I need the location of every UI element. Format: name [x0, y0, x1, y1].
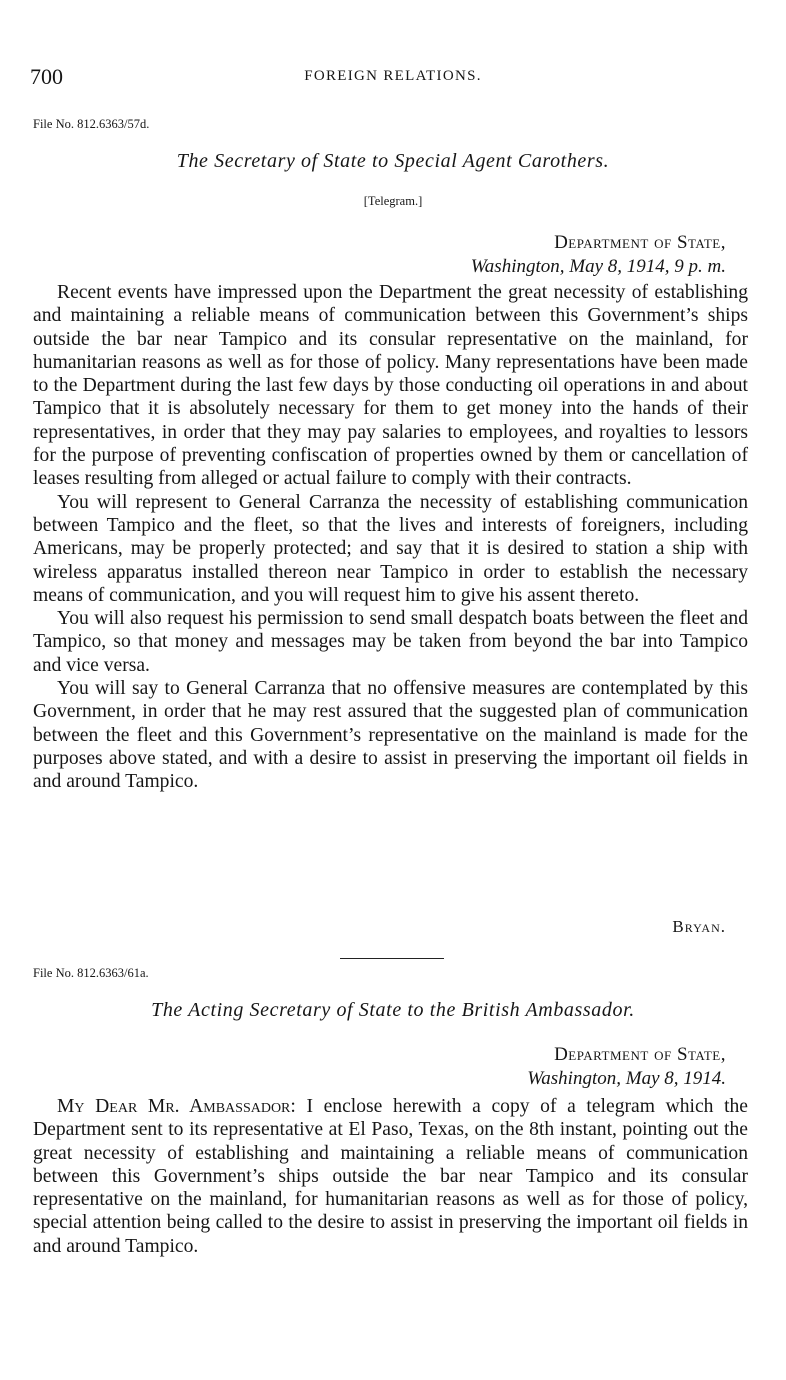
telegram-note: [Telegram.] — [363, 194, 423, 208]
running-header — [30, 64, 756, 92]
salutation: My Dear Mr. Ambassador: — [57, 1096, 296, 1117]
date-line-1: Washington, May 8, 1914, 9 p. m. — [470, 256, 726, 277]
document-title-2: The Acting Secretary of State to the British Ambassador. — [151, 999, 635, 1021]
file-number-1: File No. 812.6363/57d. — [33, 117, 150, 131]
department-line-1: Department of State, — [554, 232, 726, 253]
letter-text: I enclose herewith a copy of a telegram which the Department sent to its representative at El Paso, Texas, on the 8th instant, pointing out the great necessity of establishing and maintaining a reliable means of communication between this Government’s ships outside the bar near Tampico and its consular representative on the mainland, for humanitarian reasons as well as for those of policy, special attention being called to the desire to assist in preserving the important oil fields in and around Tampico. — [33, 1096, 749, 1257]
paragraph-3: You will also request his permission to send small despatch boats between the fleet and Tampico, so that money and messages may be taken from beyond the bar into Tampico and vice versa. — [33, 608, 748, 676]
document-body-2 — [33, 1095, 748, 1258]
document-title-1: The Secretary of State to Special Agent Carothers. — [176, 150, 610, 172]
dateline-1 — [471, 231, 726, 279]
paragraph-1: Recent events have impressed upon the Department the great necessity of establishing and maintaining a reliable means of communication between this Government’s ships outside the bar near Tampico and its consular representative on the mainland, for humanitarian reasons as well as for those of policy. Many representations have been made to the Department during the last few days by those conducting oil operations in and about Tampico that it is absolutely necessary for them to get money into the hands of their representatives, in order that they may pay salaries to employees, and royalties to lessors for the purpose of preventing confiscation of properties owned by them or cancellation of leases resulting from alleged or actual failure to comply with their contracts. — [33, 282, 748, 490]
page-number: 700 — [30, 64, 63, 89]
paragraph-4: You will say to General Carranza that no offensive measures are contemplated by this Government, in order that he may rest assured that the suggested plan of communication between the fleet and this Government’s representative on the mainland is made for the purposes above stated, and with a desire to assist in preserving the important oil fields in and around Tampico. — [33, 678, 748, 793]
file-number-2: File No. 812.6363/61a. — [33, 966, 149, 980]
section-divider — [340, 958, 444, 959]
document-body-1 — [33, 281, 748, 794]
running-title: FOREIGN RELATIONS. — [304, 68, 482, 84]
department-line-2: Department of State, — [554, 1044, 726, 1065]
letter-paragraph — [33, 1095, 748, 1258]
date-line-2: Washington, May 8, 1914. — [527, 1068, 726, 1089]
dateline-2 — [527, 1043, 726, 1091]
signature: Bryan. — [672, 917, 726, 936]
paragraph-2: You will represent to General Carranza the necessity of establishing communication between Tampico and the fleet, so that the lives and interests of foreigners, including Americans, may be properly protected; and say that it is desired to station a ship with wireless apparatus installed thereon near Tampico in order to establish the necessary means of communication, and you will request him to give his assent thereto. — [33, 491, 748, 606]
